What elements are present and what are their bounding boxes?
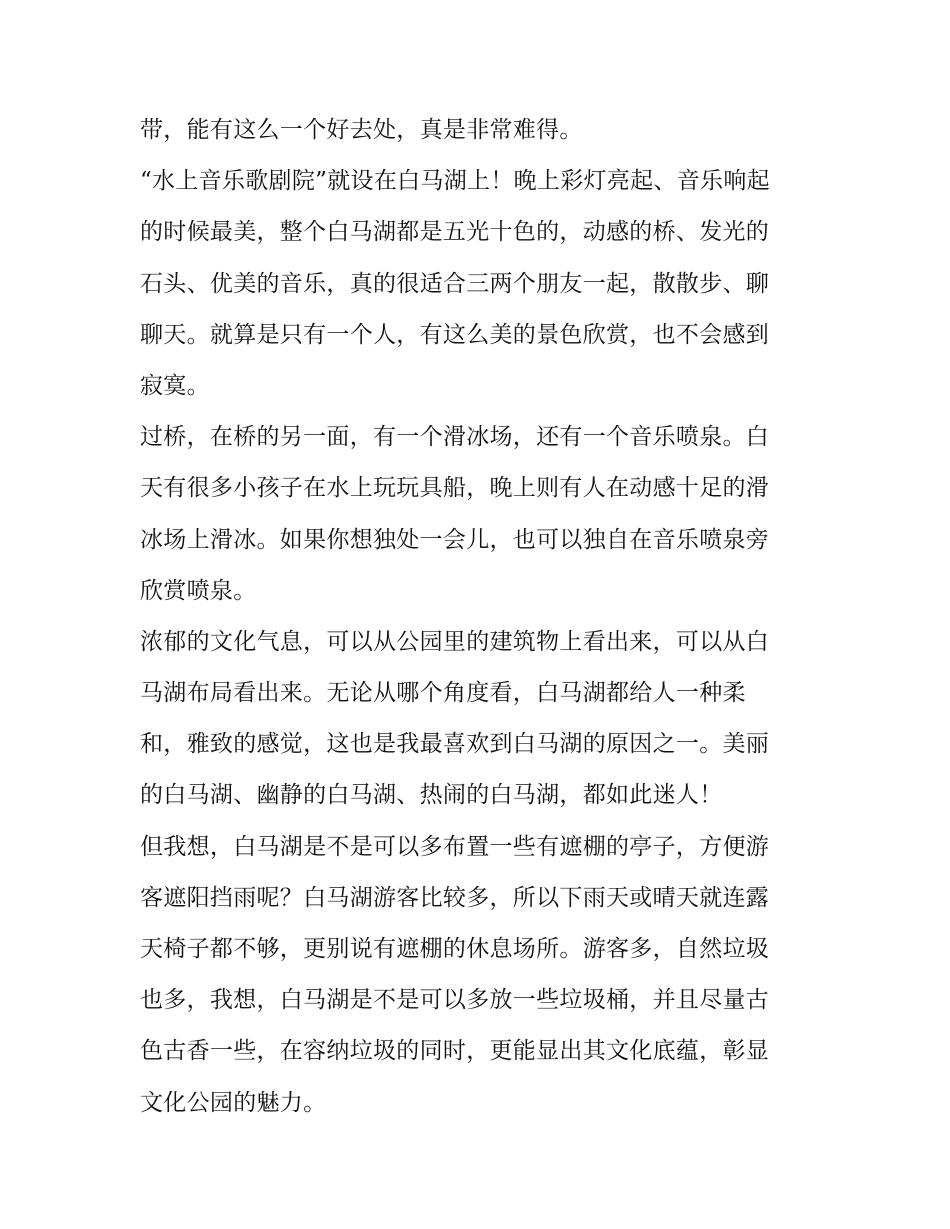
text-line: 冰场上滑冰。如果你想独处一会儿，也可以独自在音乐喷泉旁	[140, 526, 770, 553]
text-line: 过桥，在桥的另一面，有一个滑冰场，还有一个音乐喷泉。白	[140, 424, 770, 451]
text-line: “水上音乐歌剧院”就设在白马湖上！晚上彩灯亮起、音乐响起	[140, 168, 770, 195]
text-line: 带，能有这么一个好去处，真是非常难得。	[140, 117, 583, 143]
text-line: 但我想，白马湖是不是可以多布置一些有遮棚的亭子，方便游	[140, 833, 770, 860]
text-line: 的时候最美，整个白马湖都是五光十色的，动感的桥、发光的	[140, 219, 770, 246]
text-line: 马湖布局看出来。无论从哪个角度看，白马湖都给人一种柔	[140, 680, 746, 707]
body-text	[140, 110, 820, 1134]
text-line: 天有很多小孩子在水上玩玩具船，晚上则有人在动感十足的滑	[140, 475, 770, 502]
text-line: 天椅子都不够，更别说有遮棚的休息场所。游客多，自然垃圾	[140, 936, 770, 962]
text-line: 客遮阳挡雨呢？白马湖游客比较多，所以下雨天或晴天就连露	[140, 884, 770, 911]
text-line: 欣赏喷泉。	[140, 577, 257, 604]
text-line: 也多，我想，白马湖是不是可以多放一些垃圾桶，并且尽量古	[140, 987, 770, 1014]
text-line: 寂寞。	[140, 372, 210, 399]
text-line: 聊天。就算是只有一个人，有这么美的景色欣赏，也不会感到	[140, 321, 770, 348]
text-line: 的白马湖、幽静的白马湖、热闹的白马湖，都如此迷人！	[140, 782, 723, 809]
text-line: 和，雅致的感觉，这也是我最喜欢到白马湖的原因之一。美丽	[140, 731, 770, 758]
text-line: 色古香一些，在容纳垃圾的同时，更能显出其文化底蕴，彰显	[140, 1038, 770, 1065]
text-line: 文化公园的魅力。	[140, 1089, 327, 1116]
text-line: 石头、优美的音乐，真的很适合三两个朋友一起，散散步、聊	[140, 270, 770, 297]
text-line: 浓郁的文化气息，可以从公园里的建筑物上看出来，可以从白	[140, 628, 770, 655]
